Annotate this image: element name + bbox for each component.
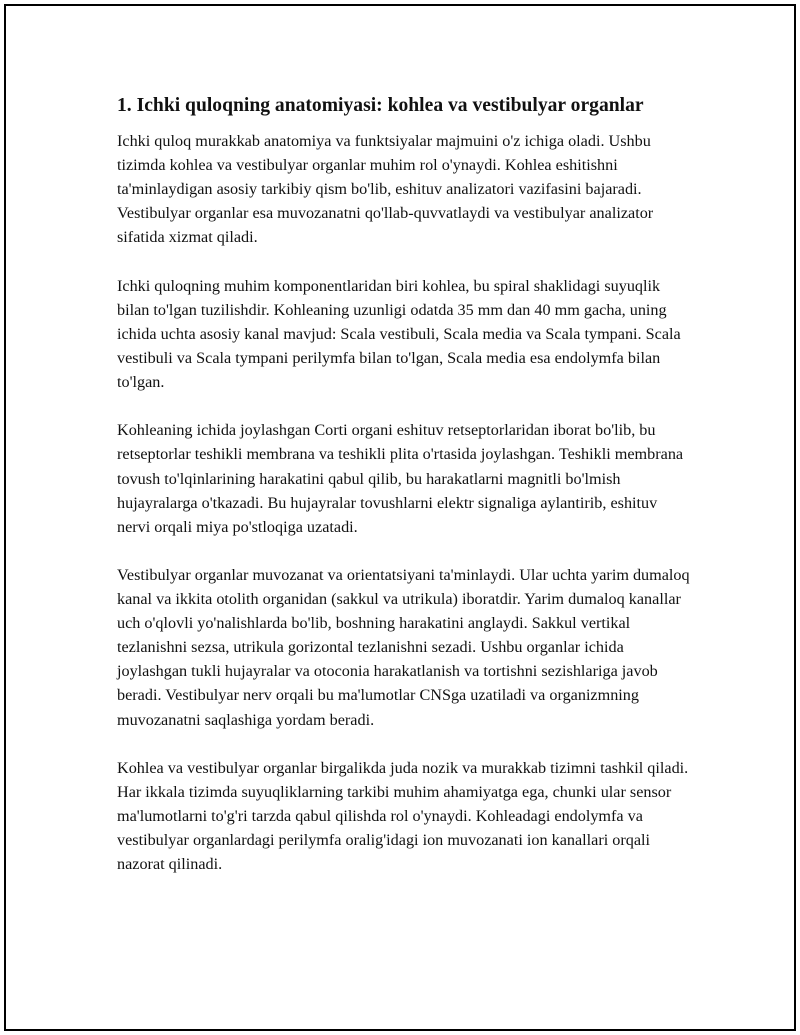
paragraph-vestibular-organs: Vestibulyar organlar muvozanat va orientatsiyani ta'minlaydi. Ular uchta yarim dumaloq kanal va ikkita otolith organidan (sakkul va utrikula) iboratdir. Yarim dumaloq kanallar uch o'qlovli yo'nalishlarda bo'lib, boshning harakatini anglaydi. Sakkul vertikal tezlanishni sezsa, utrikula gorizontal tezlanishni sezadi. Ushbu organlar ichida joylashgan tukli hujayralar va otoconia harakatlanish va tortishni sezishlariga javob beradi. Vestibulyar nerv orqali bu ma'lumotlar CNSga uzatiladi va organizmning muvozanatni saqlashiga yordam beradi. (117, 565, 690, 729)
paragraph-organ-of-corti: Kohleaning ichida joylashgan Corti organi eshituv retseptorlaridan iborat bo'lib, bu retseptorlar teshikli membrana va teshikli plita o'rtasida joylashgan. Teshikli membrana tovush to'lqinlarining harakatini qabul qilib, bu harakatlarni magnitli bo'lmish hujayralarga o'tkazadi. Bu hujayralar tovushlarni elektr signaliga aylantirib, eshituv nervi orqali miya po'stloqiga uzatadi. (117, 421, 684, 536)
paragraph-cochlea: Ichki quloqning muhim komponentlaridan biri kohlea, bu spiral shaklidagi suyuqlik bilan to'lgan tuzilishdir. Kohleaning uzunligi odatda 35 mm dan 40 mm gacha, uning ichida uchta asosiy kanal mavjud: Scala vestibuli, Scala media va Scala tympani. Scala vestibuli va Scala tympani perilymfa bilan to'lgan, Scala media esa endolymfa bilan to'lgan. (117, 276, 681, 392)
paragraph-conclusion: Kohlea va vestibulyar organlar birgalikda juda nozik va murakkab tizimni tashkil qiladi. Har ikkala tizimda suyuqliklarning tarkibi muhim ahamiyatga ega, chunki ular sensor ma'lumotlarni to'g'ri tarzda qabul qilishda rol o'ynaydi. Kohleadagi endolymfa va vestibulyar organlardagi perilymfa oralig'idagi ion muvozanati ion kanallari orqali nazorat qilinadi. (117, 758, 689, 874)
paragraph-intro: Ichki quloq murakkab anatomiya va funktsiyalar majmuini o'z ichiga oladi. Ushbu tizimda kohlea va vestibulyar organlar muhim rol o'ynaydi. Kohlea eshitishni ta'minlaydigan asosiy tarkibiy qism bo'lib, eshituv analizatori vazifasini bajaradi. Vestibulyar organlar esa muvozanatni qo'llab-quvvatlaydi va vestibulyar analizator sifatida xizmat qiladi. (117, 132, 654, 247)
section-title: 1. Ichki quloqning anatomiyasi: kohlea va vestibulyar organlar (117, 95, 644, 116)
document-body (117, 92, 692, 900)
